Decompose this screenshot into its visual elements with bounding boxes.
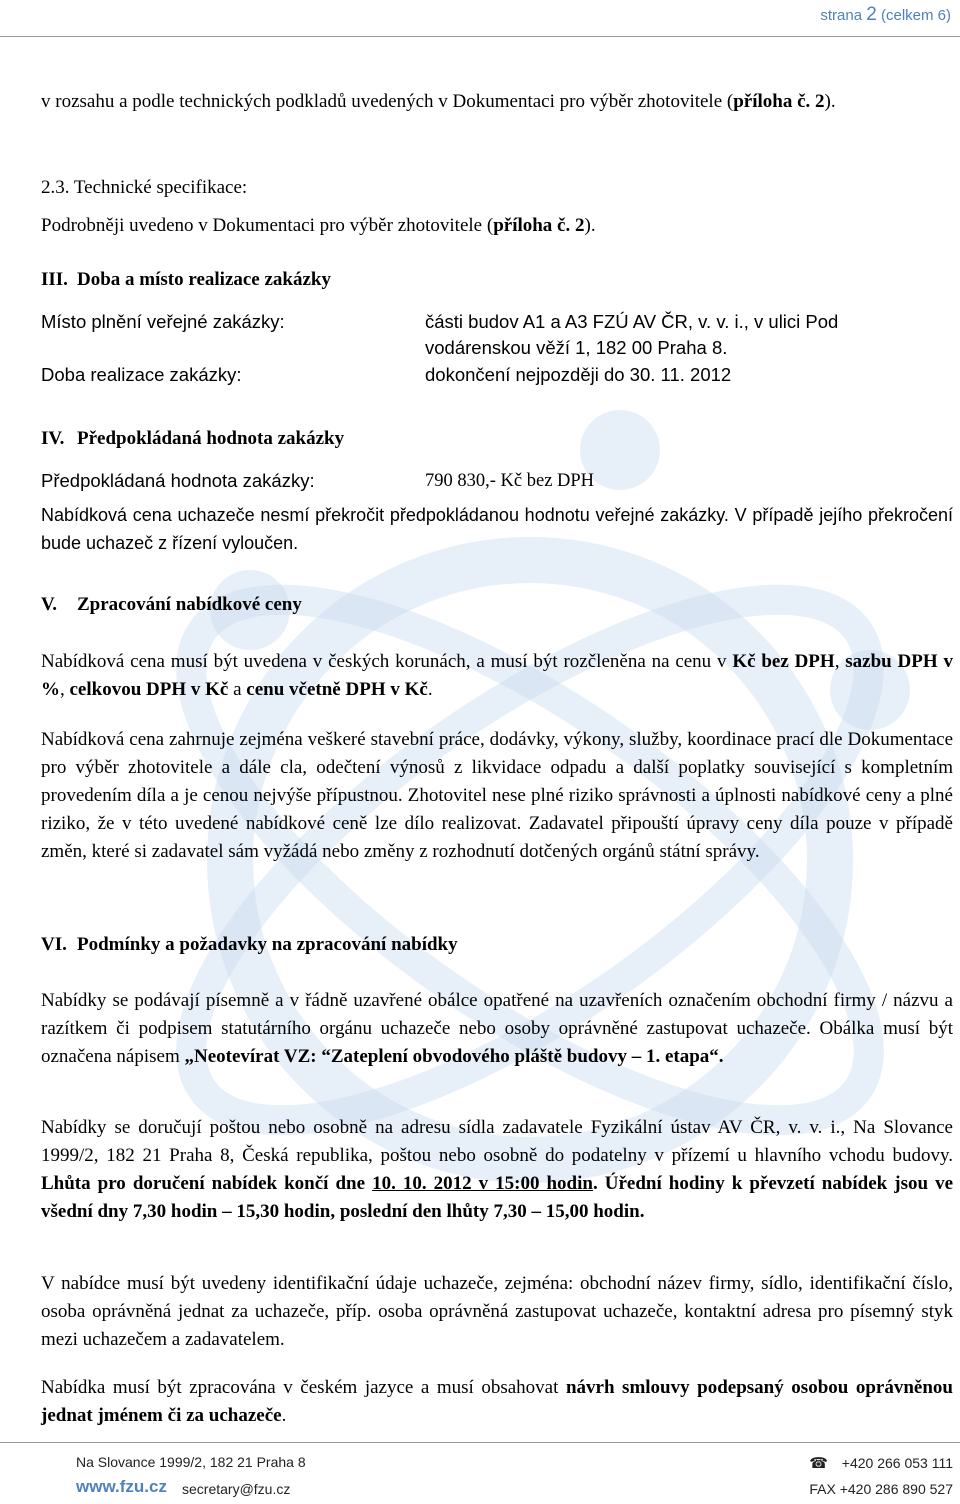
footer-fax: FAX +420 286 890 527 [809,1481,953,1497]
language-paragraph: Nabídka musí být zpracována v českém jazyce a musí obsahovat návrh smlouvy podepsaný osobou oprávněnou jednat jménem či za uchazeče. [41,1377,954,1426]
footer-phone: ☎ +420 266 053 111 [809,1455,953,1472]
price-scope-paragraph: Nabídková cena zahrnuje zejména veškeré stavební práce, dodávky, výkony, služby, koordinace prací dle Dokumentace pro výběr zhotovitele a dále cla, odečtení výnosů z likvidace odpadu a další poplatky související s kompletním provedením díla a je cenou nejvýše přípustnou. Zhotovitel nese plné riziko správnosti a úplnosti nabídkové ceny a plné riziko, že v této uvedené nabídkové ceně lze dílo realizovat. Zadavatel připouští úpravy ceny díla pouze v případě změn, které si zadavatel sám vyžádá nebo změny z rozhodnutí dotčených orgánů státní správy. [41,729,953,862]
submission-paragraph: Nabídky se podávají písemně a v řádně uzavřené obálce opatřené na uzavřeních označením obchodní firmy / názvu a razítkem či podpisem statutárního orgánu uchazeče nebo osoby oprávněné zastupovat uchazeče. Obálka musí být označena nápisem „Neotevírat VZ: “Zateplení obvodového pláště budovy – 1. etapa“. [41,990,953,1067]
footer-divider [0,1442,960,1443]
estimated-value-note: Nabídková cena uchazeče nesmí překročit předpokládanou hodnotu veřejné zakázky. V případě jejího překročení bude uchazeč z řízení vyloučen. [41,505,953,553]
intro-paragraph: v rozsahu a podle technických podkladů uvedených v Dokumentaci pro výběr zhotovitele (příloha č. 2). [41,91,836,112]
place-of-performance: Místo plnění veřejné zakázky: části budov A1 a A3 FZÚ AV ČR, v. v. i., v ulici Pod [41,311,839,332]
realization-time: Doba realizace zakázky: dokončení nejpozději do 30. 11. 2012 [41,364,732,385]
section-2-3-text: Podrobněji uvedeno v Dokumentaci pro výběr zhotovitele (příloha č. 2). [41,215,596,236]
estimated-value: Předpokládaná hodnota zakázky: 790 830,- Kč bez DPH [41,470,595,491]
price-structure-paragraph: Nabídková cena musí být uvedena v českých korunách, a musí být rozčleněna na cenu v Kč bez DPH, sazbu DPH v %, celkovou DPH v Kč a cenu včetně DPH v Kč. [41,651,953,700]
footer-address: Na Slovance 1999/2, 182 21 Praha 8 [76,1454,306,1470]
page-number: strana 2 (celkem 6) [820,4,951,25]
section-6-heading: VI. Podmínky a požadavky na zpracování nabídky [41,934,458,955]
section-4-heading: IV. Předpokládaná hodnota zakázky [41,428,345,449]
delivery-paragraph: Nabídky se doručují poštou nebo osobně na adresu sídla zadavatele Fyzikální ústav AV ČR, v. v. i., Na Slovance 1999/2, 182 21 Praha 8, Česká republika, poštou nebo osobně do podatelny v přízemí u hlavního vchodu budovy. Lhůta pro doručení nabídek končí dne 10. 10. 2012 v 15:00 hodin. Úřední hodiny k převzetí nabídek jsou ve všední dny 7,30 hodin – 15,30 hodin, poslední den lhůty 7,30 – 15,00 hodin. [41,1117,954,1222]
footer-email-link[interactable]: secretary@fzu.cz [182,1481,291,1497]
identification-paragraph: V nabídce musí být uvedeny identifikační údaje uchazeče, zejména: obchodní název firmy, sídlo, identifikační číslo, osoba oprávněná jednat za uchazeče, příp. osoba oprávněná zastupovat uchazeče, kontaktní adresa pro písemný styk mezi uchazečem a zadavatelem. [41,1273,953,1350]
footer-website-link[interactable]: www.fzu.cz [76,1477,167,1496]
section-2-3-title: 2.3. Technické specifikace: [41,177,248,198]
phone-icon: ☎ [809,1455,828,1472]
section-5-heading: V. Zpracování nabídkové ceny [41,594,302,615]
header-divider [0,36,960,37]
section-3-heading: III. Doba a místo realizace zakázky [41,269,331,290]
